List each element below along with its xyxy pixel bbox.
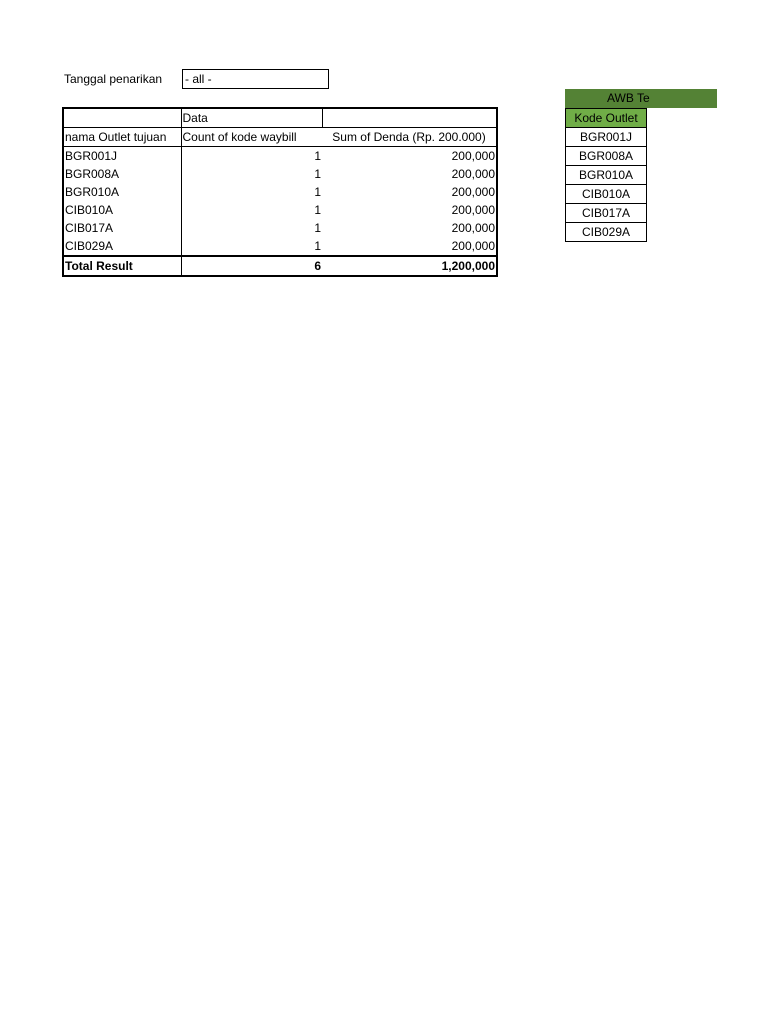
table-row	[63, 147, 497, 166]
total-label[interactable]: Total Result	[63, 256, 181, 276]
table-row	[63, 165, 497, 183]
kode-outlet-table	[565, 108, 647, 242]
awb-title-cell[interactable]: AWB Te	[565, 89, 717, 108]
pivot-data-header[interactable]: Data	[181, 108, 322, 128]
total-row	[63, 256, 497, 276]
sum-cell[interactable]: 200,000	[451, 149, 495, 163]
table-row	[63, 237, 497, 256]
table-row	[63, 219, 497, 237]
outlet-cell[interactable]: CIB017A	[65, 221, 114, 235]
pivot-column-header-row	[63, 128, 497, 147]
outlet-cell[interactable]: CIB010A	[65, 203, 114, 217]
pivot-table	[62, 107, 498, 277]
count-cell[interactable]: 1	[181, 201, 322, 219]
pivot-data-header-row	[63, 108, 497, 128]
column-header-outlet[interactable]: nama Outlet tujuan	[63, 128, 181, 147]
count-cell[interactable]: 1	[181, 183, 322, 201]
sum-cell[interactable]: 200,000	[451, 221, 495, 235]
count-cell[interactable]: 1	[181, 219, 322, 237]
filter-label: Tanggal penarikan	[64, 72, 163, 86]
table-row	[63, 183, 497, 201]
outlet-cell[interactable]: BGR001J	[65, 149, 118, 163]
sum-cell[interactable]: 200,000	[451, 185, 495, 199]
filter-dropdown[interactable]: - all -	[182, 69, 329, 89]
count-cell[interactable]: 1	[181, 147, 322, 166]
list-item[interactable]: BGR008A	[566, 147, 647, 166]
total-sum[interactable]: 1,200,000	[322, 256, 497, 276]
sum-cell[interactable]: 200,000	[451, 167, 495, 181]
count-cell[interactable]: 1	[181, 237, 322, 256]
outlet-cell[interactable]: CIB029A	[65, 239, 114, 253]
pivot-empty-cell	[322, 108, 497, 128]
sum-cell[interactable]: 200,000	[451, 203, 495, 217]
table-row	[63, 201, 497, 219]
column-header-count[interactable]: Count of kode waybill	[181, 128, 322, 147]
list-item[interactable]: CIB010A	[566, 185, 647, 204]
kode-outlet-header[interactable]: Kode Outlet	[566, 109, 647, 128]
outlet-cell[interactable]: BGR008A	[65, 167, 120, 181]
list-item[interactable]: CIB017A	[566, 204, 647, 223]
sum-cell[interactable]: 200,000	[451, 239, 495, 253]
outlet-cell[interactable]: BGR010A	[65, 185, 120, 199]
list-item[interactable]: BGR010A	[566, 166, 647, 185]
total-count[interactable]: 6	[181, 256, 322, 276]
count-cell[interactable]: 1	[181, 165, 322, 183]
list-item[interactable]: BGR001J	[566, 128, 647, 147]
list-item[interactable]: CIB029A	[566, 223, 647, 242]
pivot-empty-cell	[63, 108, 181, 128]
column-header-sum[interactable]: Sum of Denda (Rp. 200.000)	[322, 128, 497, 147]
